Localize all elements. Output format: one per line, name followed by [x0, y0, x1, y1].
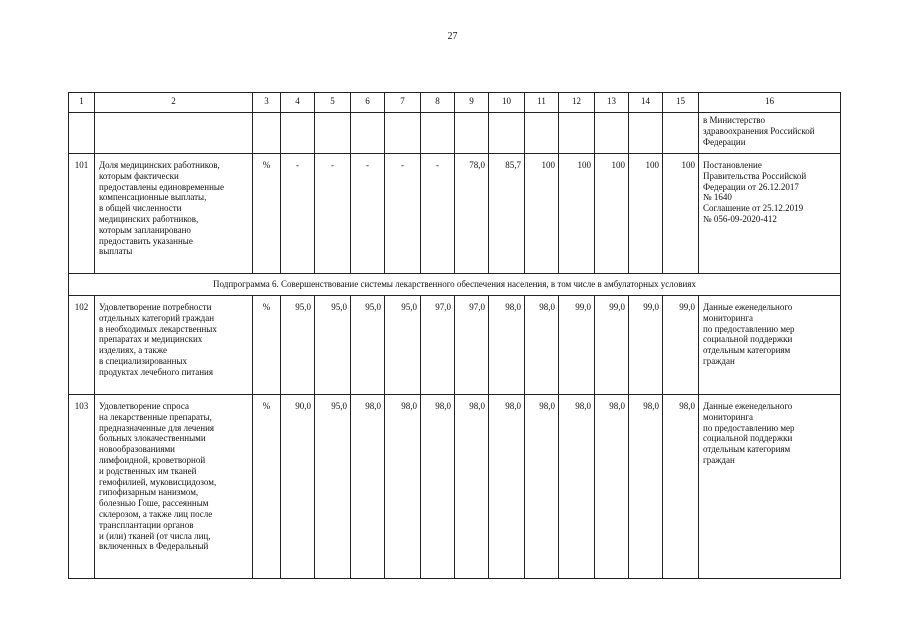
value-cell: 85,7 [489, 154, 525, 274]
empty-cell [351, 113, 385, 154]
empty-cell [385, 113, 421, 154]
column-header: 2 [95, 93, 253, 113]
column-header: 6 [351, 93, 385, 113]
continuation-row [69, 113, 841, 154]
value-cell: - [421, 154, 455, 274]
value-cell: 98,0 [663, 395, 699, 579]
column-header: 14 [629, 93, 663, 113]
subprogram-row [69, 274, 841, 296]
row-number: 102 [69, 296, 95, 395]
column-header: 9 [455, 93, 489, 113]
empty-cell [489, 113, 525, 154]
column-header: 11 [525, 93, 559, 113]
value-cell: 100 [595, 154, 629, 274]
value-cell: 90,0 [281, 395, 315, 579]
value-cell: 99,0 [663, 296, 699, 395]
empty-cell [281, 113, 315, 154]
indicators-table [68, 92, 841, 579]
value-cell: - [315, 154, 351, 274]
column-header: 13 [595, 93, 629, 113]
unit-cell: % [253, 154, 281, 274]
column-header: 16 [699, 93, 841, 113]
row-number: 103 [69, 395, 95, 579]
unit-cell: % [253, 296, 281, 395]
value-cell: 98,0 [629, 395, 663, 579]
column-header: 10 [489, 93, 525, 113]
value-cell: 100 [559, 154, 595, 274]
value-cell: 97,0 [455, 296, 489, 395]
value-cell: 98,0 [489, 395, 525, 579]
value-cell: 100 [525, 154, 559, 274]
empty-cell [69, 113, 95, 154]
value-cell: 98,0 [351, 395, 385, 579]
empty-cell [595, 113, 629, 154]
empty-cell [559, 113, 595, 154]
empty-cell [253, 113, 281, 154]
value-cell: 98,0 [385, 395, 421, 579]
value-cell: 78,0 [455, 154, 489, 274]
empty-cell [455, 113, 489, 154]
value-cell: 95,0 [315, 395, 351, 579]
column-header: 5 [315, 93, 351, 113]
column-header: 3 [253, 93, 281, 113]
value-cell: 98,0 [525, 296, 559, 395]
empty-cell [629, 113, 663, 154]
value-cell: 99,0 [559, 296, 595, 395]
unit-cell: % [253, 395, 281, 579]
subprogram-title: Подпрограмма 6. Совершенствование системы лекарственного обеспечения населения, в том числе в амбулаторных условиях [69, 274, 841, 296]
column-header: 4 [281, 93, 315, 113]
value-cell: 100 [663, 154, 699, 274]
table-row-103 [69, 395, 841, 579]
value-cell: 95,0 [315, 296, 351, 395]
column-header: 8 [421, 93, 455, 113]
value-cell: 98,0 [421, 395, 455, 579]
value-cell: - [281, 154, 315, 274]
column-number-row [69, 93, 841, 113]
value-cell: 98,0 [525, 395, 559, 579]
page-number: 27 [447, 31, 458, 42]
value-cell: 98,0 [559, 395, 595, 579]
value-cell: 99,0 [629, 296, 663, 395]
source-cell: в Министерство здравоохранения Российской Федерации [699, 113, 841, 154]
empty-cell [315, 113, 351, 154]
source-cell: Постановление Правительства Российской Федерации от 26.12.2017 № 1640 Соглашение от 25.12.2019 № 056-09-2020-412 [699, 154, 841, 274]
indicator-name: Удовлетворение спроса на лекарственные препараты, предназначенные для лечения больных злокачественными новообразованиями лимфоидной, кроветворной и родственных им тканей гемофилией, муковисцидозом, гипофизарным нанизмом, болезнью Гоше, рассеянным склерозом, а также лиц после трансплантации органов и (или) тканей (от числа лиц, включенных в Федеральный [95, 395, 253, 579]
empty-cell [95, 113, 253, 154]
row-number: 101 [69, 154, 95, 274]
value-cell: 95,0 [281, 296, 315, 395]
column-header: 12 [559, 93, 595, 113]
value-cell: 99,0 [595, 296, 629, 395]
value-cell: 97,0 [421, 296, 455, 395]
empty-cell [525, 113, 559, 154]
value-cell: 98,0 [489, 296, 525, 395]
value-cell: 100 [629, 154, 663, 274]
source-cell: Данные еженедельного мониторинга по предоставлению мер социальной поддержки отдельным категориям граждан [699, 395, 841, 579]
indicator-name: Доля медицинских работников, которым фактически предоставлены единовременные компенсационные выплаты, в общей численности медицинских работников, которым запланировано предоставить указанные выплаты [95, 154, 253, 274]
table-row-101 [69, 154, 841, 274]
value-cell: - [385, 154, 421, 274]
column-header: 7 [385, 93, 421, 113]
value-cell: 95,0 [351, 296, 385, 395]
empty-cell [421, 113, 455, 154]
column-header: 1 [69, 93, 95, 113]
empty-cell [663, 113, 699, 154]
indicator-name: Удовлетворение потребности отдельных категорий граждан в необходимых лекарственных препаратах и медицинских изделиях, а также в специализированных продуктах лечебного питания [95, 296, 253, 395]
value-cell: - [351, 154, 385, 274]
value-cell: 98,0 [455, 395, 489, 579]
source-cell: Данные еженедельного мониторинга по предоставлению мер социальной поддержки отдельным категориям граждан [699, 296, 841, 395]
value-cell: 95,0 [385, 296, 421, 395]
column-header: 15 [663, 93, 699, 113]
table-row-102 [69, 296, 841, 395]
value-cell: 98,0 [595, 395, 629, 579]
